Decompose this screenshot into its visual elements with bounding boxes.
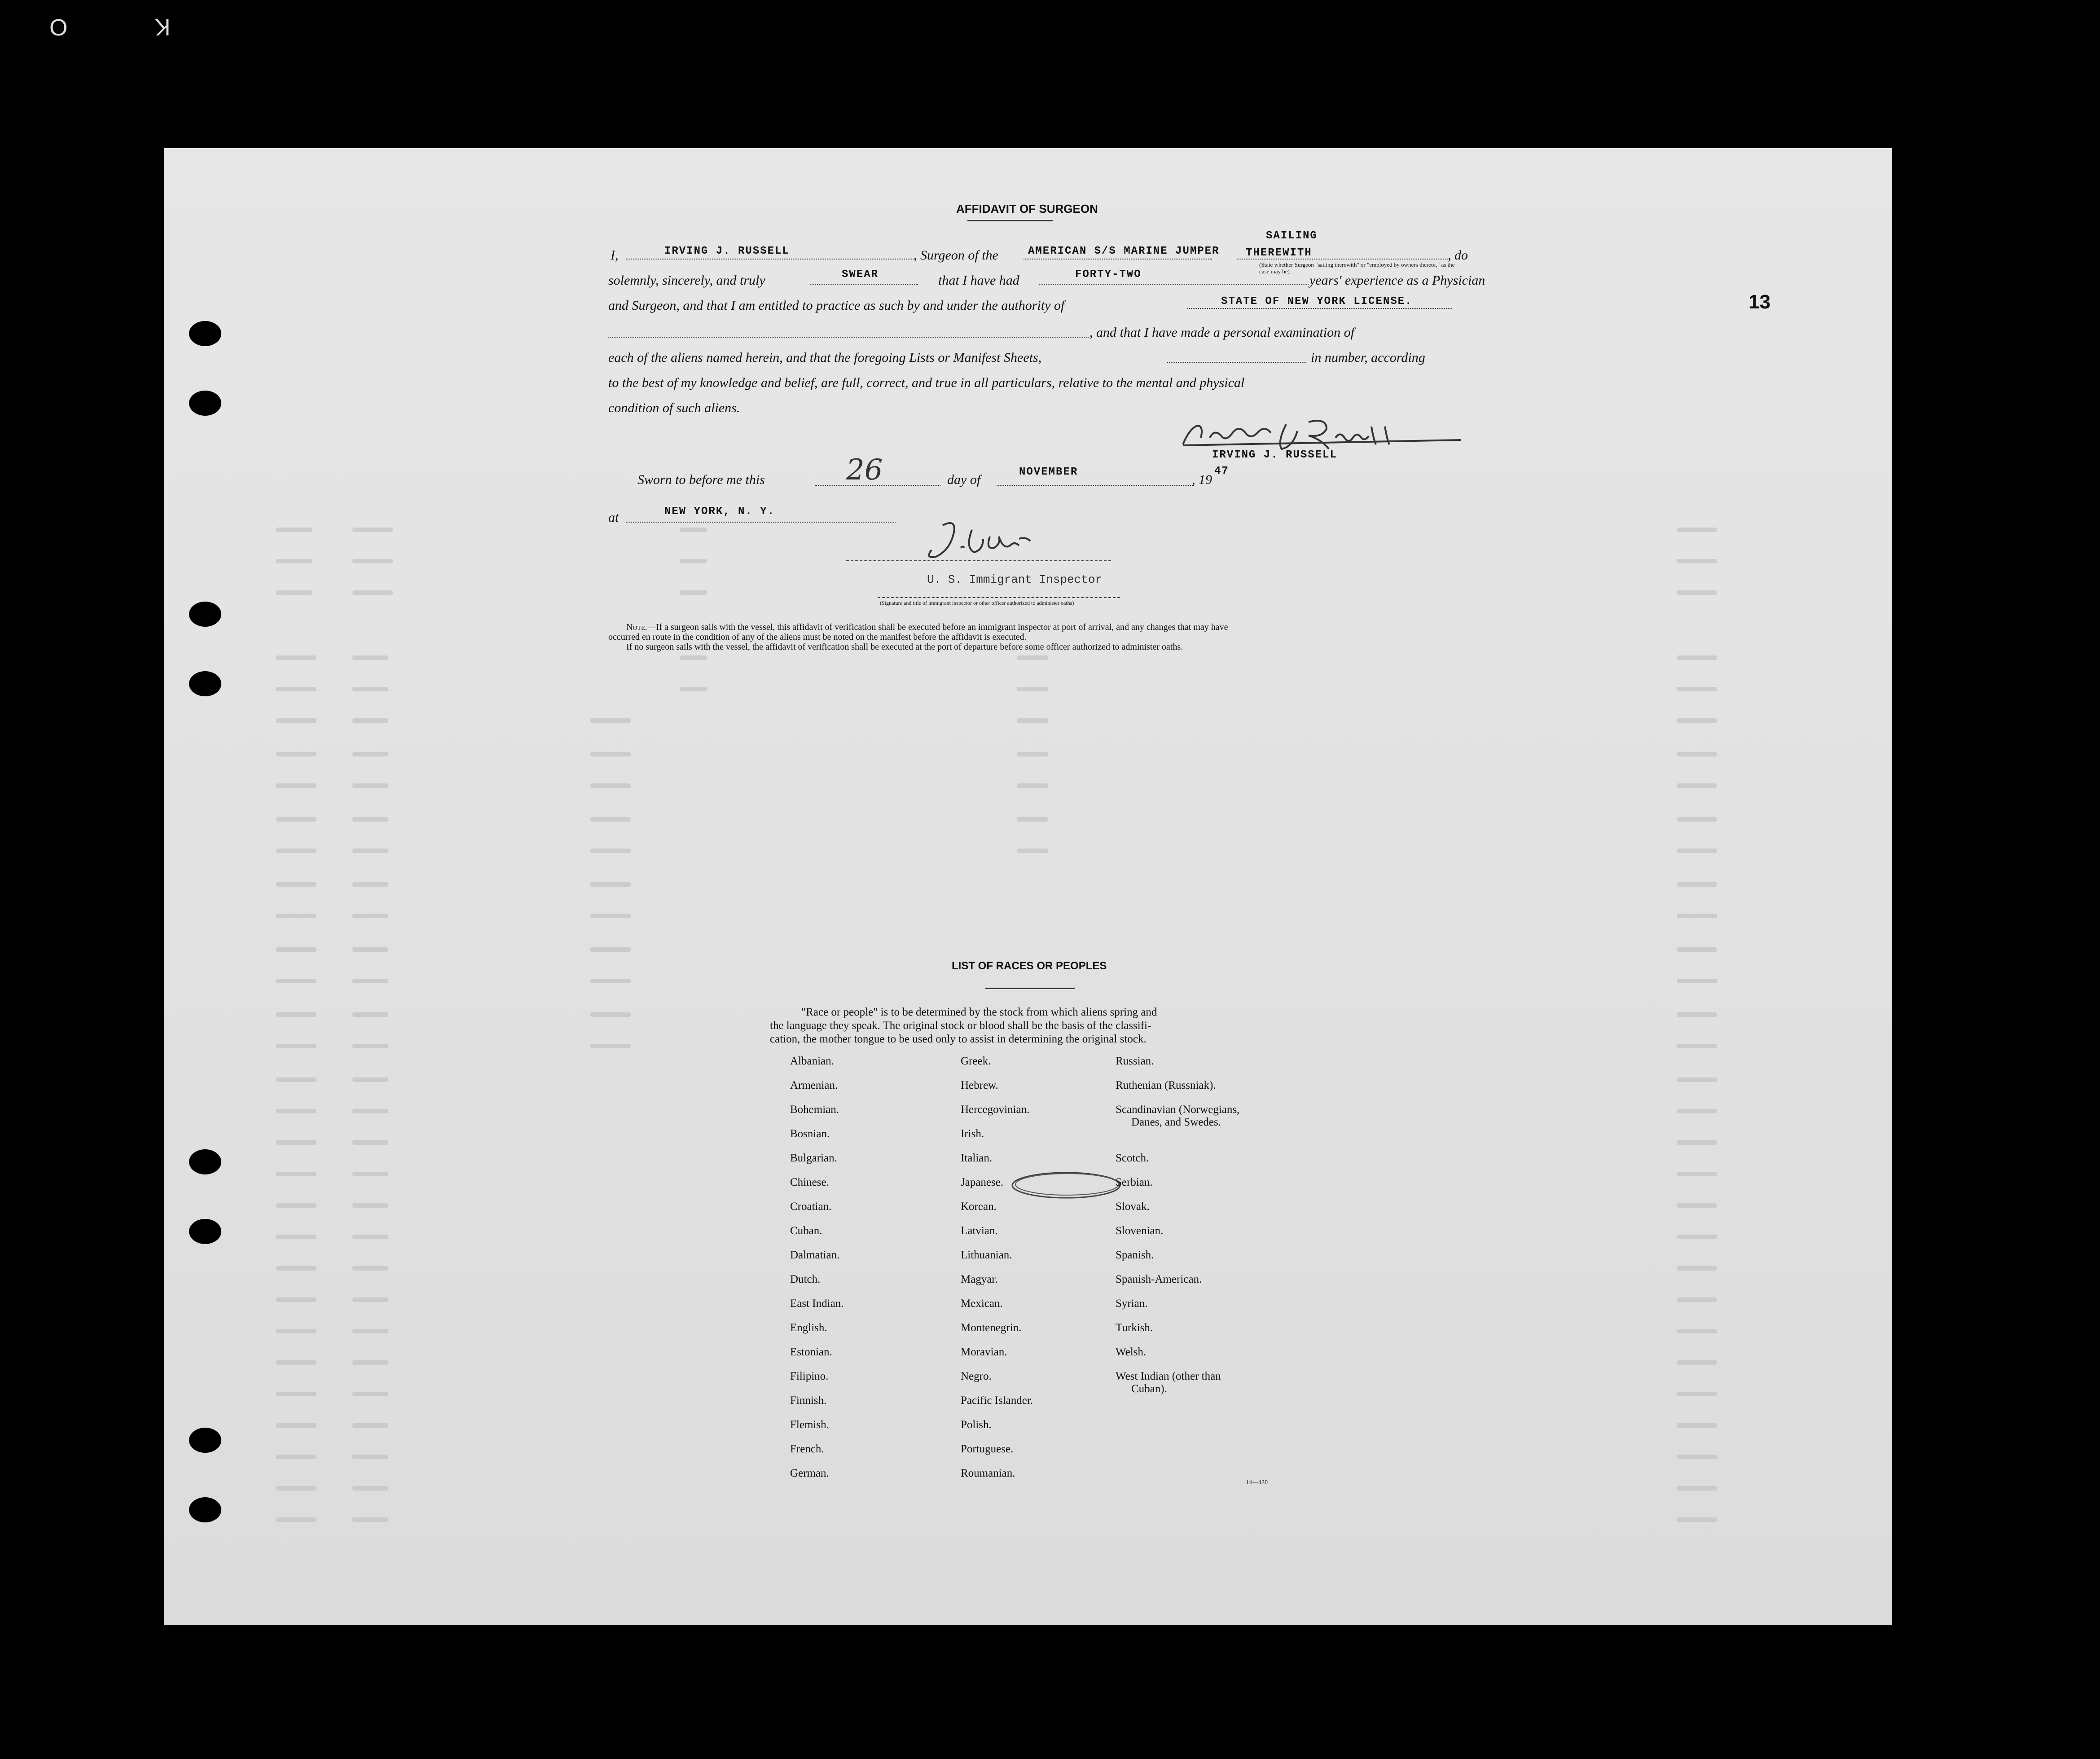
experience-text: years' experience as a Physician [1309,273,1485,288]
inspector-signature [918,516,1044,566]
vessel-name: AMERICAN S/S MARINE JUMPER [1028,245,1220,257]
race-item: Estonian. [790,1346,832,1358]
affidavit-i: I, [611,248,619,263]
race-item: Armenian. [790,1079,838,1091]
examination-text: , and that I have made a personal examination of [1090,325,1354,340]
race-item: Russian. [1116,1055,1154,1067]
race-item: Magyar. [961,1273,998,1285]
race-item: Flemish. [790,1419,829,1431]
race-item: Serbian. [1116,1176,1153,1188]
race-item: Cuban. [790,1225,822,1237]
races-title-rule [985,988,1075,989]
races-intro-2: the language they speak. The original stock or blood shall be the basis of the classifi- [770,1020,1151,1032]
race-item: Slovak. [1116,1201,1150,1213]
years-count: FORTY-TWO [1075,268,1142,281]
race-item: English. [790,1322,827,1334]
race-item: Montenegrin. [961,1322,1022,1334]
race-item: German. [790,1467,829,1479]
form-number: 14—430 [1246,1479,1268,1486]
race-item: Ruthenian (Russniak). [1116,1079,1216,1091]
race-item: Irish. [961,1128,984,1140]
inspector-note: (Signature and title of immigrant inspector or other officer authorized to administer oaths) [880,600,1074,606]
knowledge-text: to the best of my knowledge and belief, are full, correct, and true in all particulars, relative to the mental and physical [608,375,1245,390]
sailing-bottom: THEREWITH [1246,247,1312,259]
race-item: Negro. [961,1370,992,1382]
sworn-month-line [997,485,1194,486]
sworn-place: NEW YORK, N. Y. [664,506,775,518]
race-item: Dutch. [790,1273,821,1285]
surgeon-signature [1174,413,1470,453]
race-item: Latvian. [961,1225,998,1237]
race-item: Danes, and Swedes. [1131,1116,1221,1128]
year-prefix: , 19 [1192,472,1212,487]
race-item: Scandinavian (Norwegians, [1116,1104,1240,1116]
race-item: Slovenian. [1116,1225,1164,1237]
race-item: Chinese. [790,1176,829,1188]
have-had-text: that I have had [938,273,1019,288]
sworn-year: 47 [1214,465,1229,477]
race-item: Turkish. [1116,1322,1153,1334]
race-item: Albanian. [790,1055,834,1067]
binder-hole [189,671,221,696]
race-item: Spanish-American. [1116,1273,1202,1285]
inspector-title: U. S. Immigrant Inspector [927,573,1103,586]
binder-hole [189,1219,221,1244]
race-item: Italian. [961,1152,993,1164]
race-item: East Indian. [790,1297,844,1310]
binder-hole [189,1149,221,1174]
affidavit-do: , do [1448,248,1468,263]
race-item: Syrian. [1116,1297,1148,1310]
race-item: Lithuanian. [961,1249,1012,1261]
note-line-1 [608,622,1641,632]
race-item: French. [790,1443,824,1455]
oath-line [810,284,918,285]
races-intro [770,1006,1443,1046]
condition-text: condition of such aliens. [608,400,740,415]
races-title: LIST OF RACES OR PEOPLES [952,960,1107,972]
races-intro-3: cation, the mother tongue to be used only to assist in determining the original stock. [770,1033,1147,1045]
sailing-state-note: (State whether Surgeon "sailing therewith" or "employed by owners thereof," as the case may be) [1259,261,1455,275]
race-item: Japanese. [961,1176,1004,1188]
surgeon-of-label: , Surgeon of the [914,248,998,263]
note-text-1: —If a surgeon sails with the vessel, this affidavit of verification shall be executed before an immigrant inspector at port of arrival, and any changes that may have [647,622,1228,632]
film-corner-mark: K O [9,14,171,40]
pencil-oval-mark [1008,1167,1125,1203]
authority-line-2 [608,337,1089,338]
race-item: Korean. [961,1201,997,1213]
inspector-line [846,560,1111,561]
race-item: Bosnian. [790,1128,830,1140]
surgeon-signature-typed: IRVING J. RUSSELL [1212,449,1337,461]
race-item: Spanish. [1116,1249,1154,1261]
place-line [626,522,896,523]
note-line-3: If no surgeon sails with the vessel, the affidavit of verification shall be executed at the port of departure before some officer authorized to administer oaths. [626,642,1183,652]
race-item: Bohemian. [790,1104,839,1116]
binder-hole [189,1428,221,1453]
race-item: Roumanian. [961,1467,1015,1479]
race-item: Polish. [961,1419,992,1431]
race-item: Greek. [961,1055,991,1067]
affidavit-note [608,622,1641,652]
races-intro-1: "Race or people" is to be determined by the stock from which aliens spring and [801,1006,1157,1018]
note-line-2: occurred en route in the condition of any of the aliens must be noted on the manifest before the affidavit is executed. [608,632,1027,642]
binder-hole [189,391,221,416]
aliens-named-text: each of the aliens named herein, and that the foregoing Lists or Manifest Sheets, [608,350,1042,365]
oath-type: SWEAR [842,268,879,281]
race-item: Mexican. [961,1297,1003,1310]
race-item: Hebrew. [961,1079,998,1091]
inspector-note-line [878,597,1120,598]
years-line [1039,284,1309,285]
sheets-count-line [1167,362,1306,363]
sworn-day-line [815,485,940,486]
sworn-day: 26 [846,453,883,487]
race-item: Dalmatian. [790,1249,840,1261]
binder-hole [189,602,221,627]
solemnly-text: solemnly, sincerely, and truly [608,273,765,288]
sailing-top: SAILING [1266,230,1318,242]
race-item: Moravian. [961,1346,1007,1358]
affidavit-title: AFFIDAVIT OF SURGEON [956,202,1098,215]
race-item: Finnish. [790,1394,827,1407]
race-item: Pacific Islander. [961,1394,1033,1407]
binder-hole [189,1497,221,1522]
race-item: West Indian (other than [1116,1370,1221,1382]
page-number: 13 [1749,291,1771,313]
authority-line [1187,308,1452,309]
race-item: Hercegovinian. [961,1104,1030,1116]
sworn-text: Sworn to before me this [637,472,765,487]
race-item: Portuguese. [961,1443,1014,1455]
race-item: Welsh. [1116,1346,1147,1358]
authority-value: STATE OF NEW YORK LICENSE. [1221,295,1413,308]
race-item: Croatian. [790,1201,832,1213]
authority-text: and Surgeon, and that I am entitled to practice as such by and under the authority of [608,298,1065,313]
race-item: Bulgarian. [790,1152,837,1164]
race-item: Scotch. [1116,1152,1149,1164]
note-label: Note. [626,622,647,632]
at-text: at [608,510,619,525]
surgeon-name: IRVING J. RUSSELL [664,245,790,257]
race-item: Filipino. [790,1370,829,1382]
race-item: Cuban). [1131,1383,1167,1395]
binder-hole [189,321,221,346]
sworn-month: NOVEMBER [1019,466,1078,478]
day-of-text: day of [947,472,981,487]
title-rule [967,220,1053,221]
in-number-text: in number, according [1311,350,1425,365]
document-page [164,148,1892,1625]
